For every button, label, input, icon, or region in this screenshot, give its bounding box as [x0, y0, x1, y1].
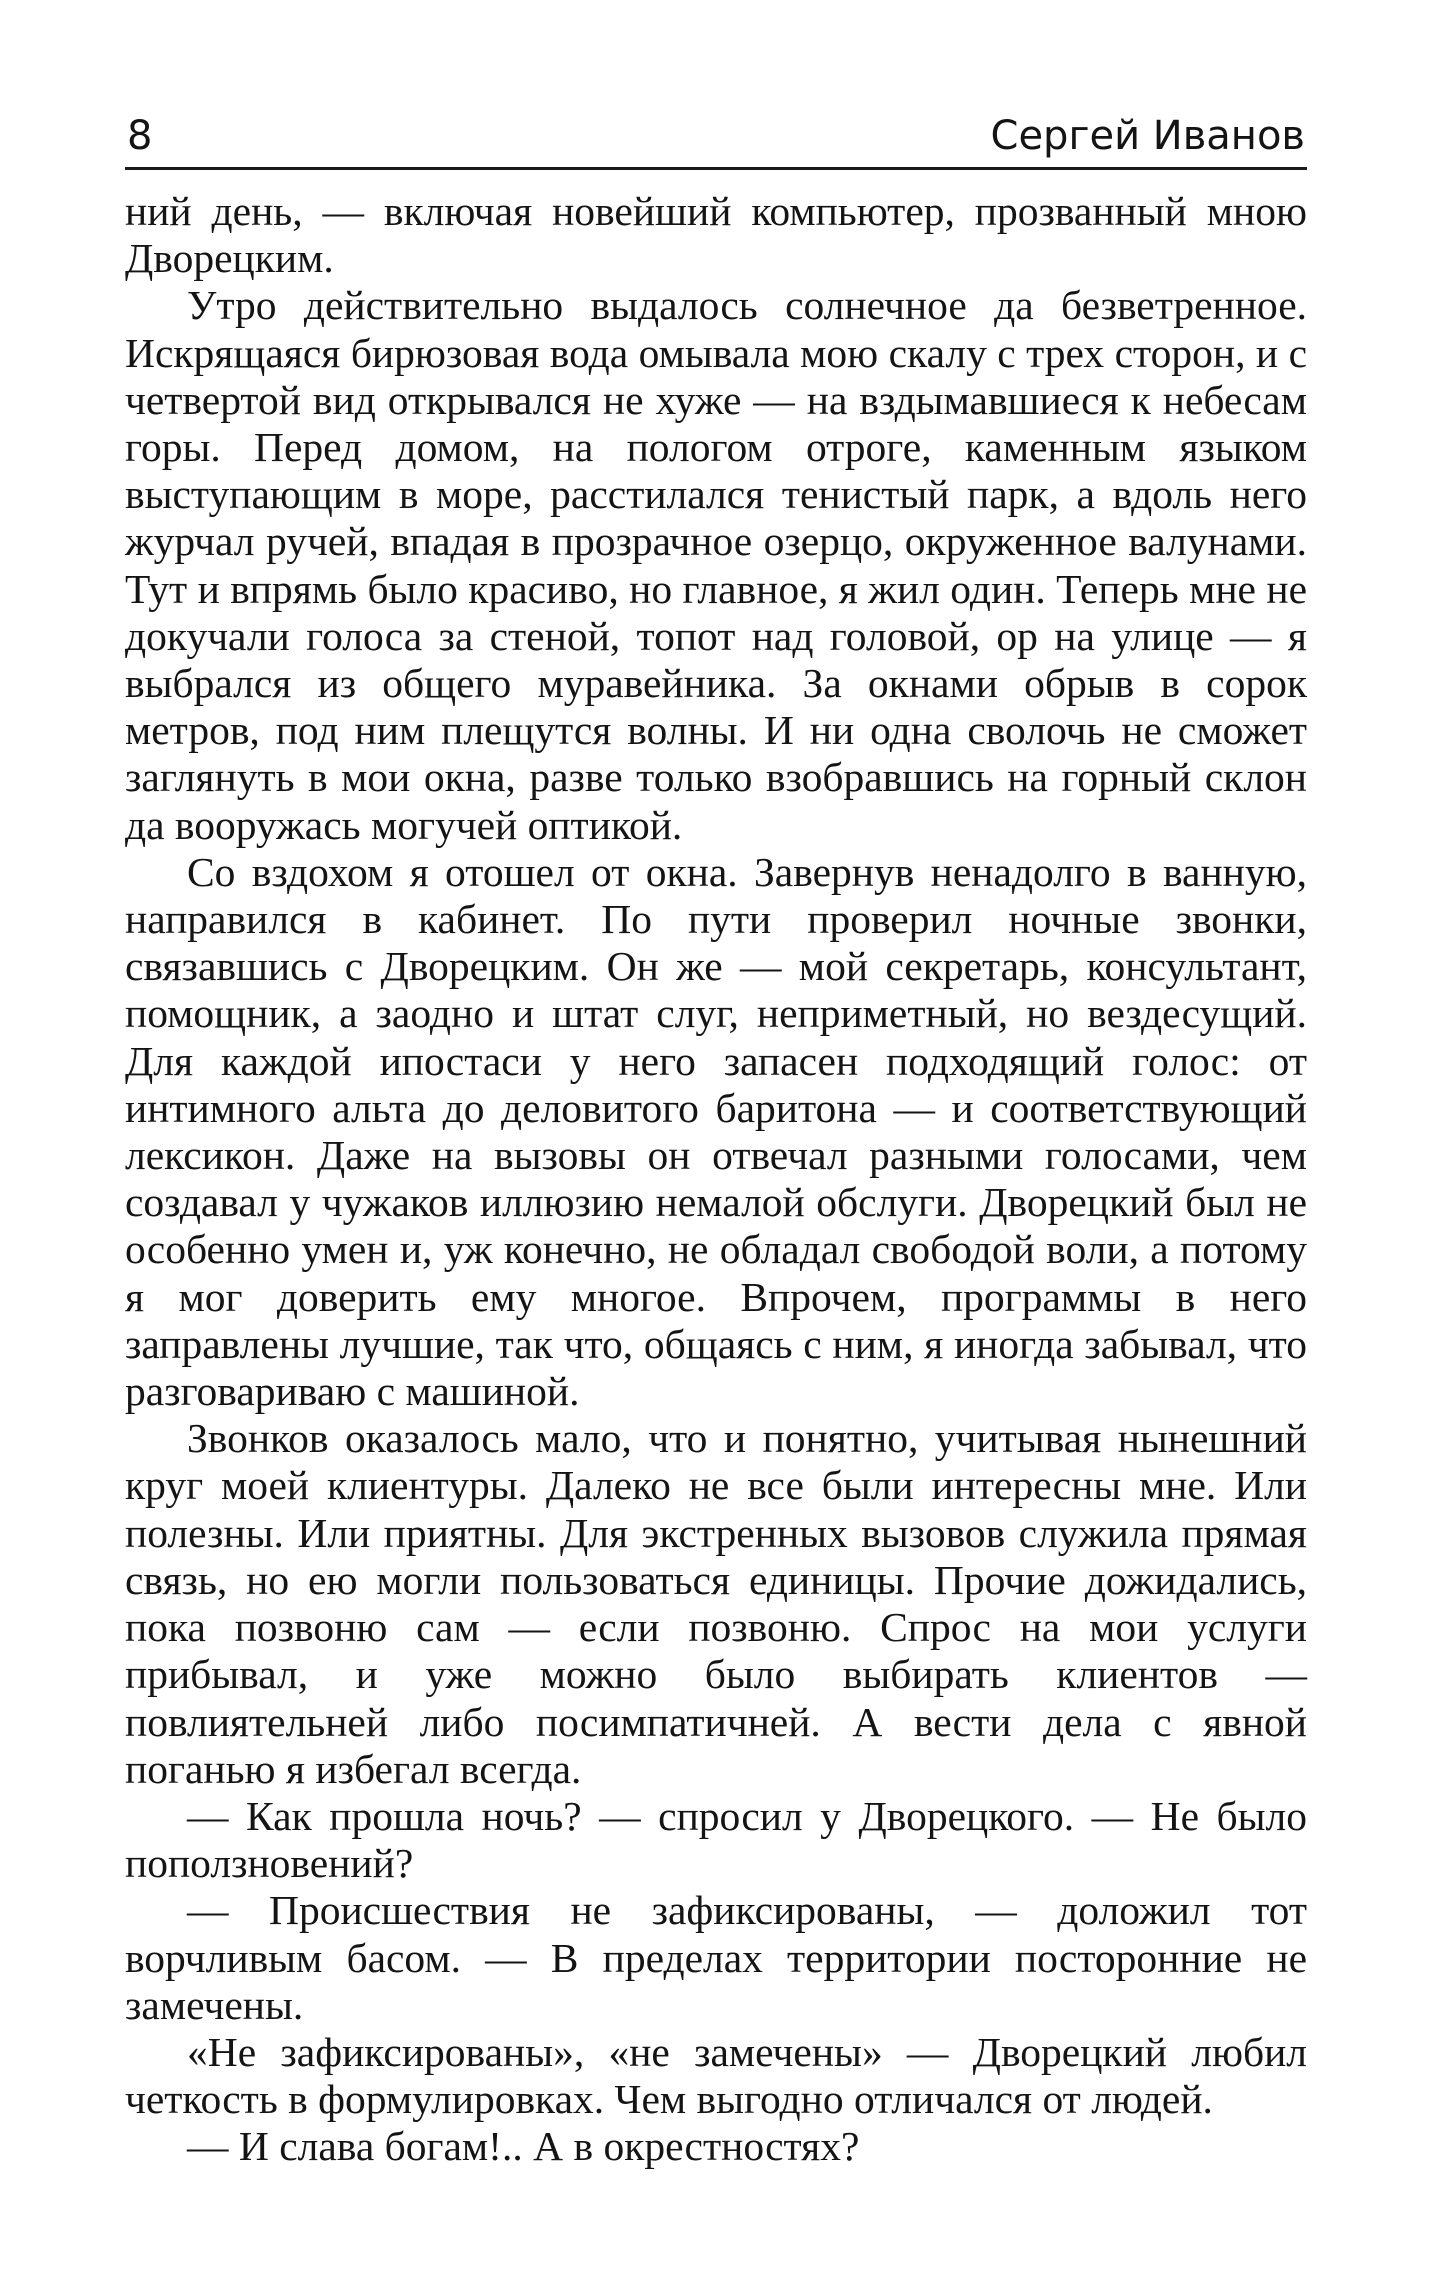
- paragraph: Звонков оказалось мало, что и понятно, учитывая нынешний круг моей клиентуры. Далеко не все были интересны мне. Или полезны. Или приятны. Для экстренных вызовов служила прямая связь, но ею могли пользоваться единицы. Прочие дожидались, пока позвоню сам — если позвоню. Спрос на мои услуги прибывал, и уже можно было выбирать клиентов — повлиятельней либо посимпатичней. А вести дела с явной поганью я избегал всегда.: [125, 1415, 1307, 1792]
- paragraph: «Не зафиксированы», «не замечены» — Дворецкий любил четкость в формулировках. Чем выгодно отличался от людей.: [125, 2028, 1307, 2123]
- dialogue-line: — Как прошла ночь? — спросил у Дворецкого. — Не было поползновений?: [125, 1792, 1307, 1887]
- running-header: [125, 105, 1307, 170]
- author-name: Сергей Иванов: [990, 113, 1305, 159]
- body-text: [125, 188, 1307, 2171]
- dialogue-line: — И слава богам!.. А в окрестностях?: [187, 2123, 860, 2170]
- dialogue-line: — Происшествия не зафиксированы, — доложил тот ворчливым басом. — В пределах территории посторонние не замечены.: [125, 1887, 1307, 2028]
- paragraph: Со вздохом я отошел от окна. Завернув ненадолго в ванную, направился в кабинет. По пути проверил ночные звонки, связавшись с Дворецким. Он же — мой секретарь, консультант, помощник, а заодно и штат слуг, неприметный, но вездесущий. Для каждой ипостаси у него запасен подходящий голос: от интимного альта до деловитого баритона — и соответствующий лексикон. Даже на вызовы он отвечал разными голосами, чем создавал у чужаков иллюзию немалой обслуги. Дворецкий был не особенно умен и, уж конечно, не обладал свободой воли, а потому я мог доверить ему многое. Впрочем, программы в него заправлены лучшие, так что, общаясь с ним, я иногда забывал, что разговариваю с машиной.: [125, 848, 1307, 1415]
- page-number: 8: [127, 113, 153, 159]
- paragraph-continuation: ний день, — включая новейший компьютер, прозванный мною Дворецким.: [125, 188, 1307, 282]
- paragraph: Утро действительно выдалось солнечное да безветренное. Искрящаяся бирюзовая вода омывала мою скалу с трех сторон, и с четвертой вид открывался не хуже — на вздымавшиеся к небесам горы. Перед домом, на пологом отроге, каменным языком выступающим в море, расстилался тенистый парк, а вдоль него журчал ручей, впадая в прозрачное озерцо, окруженное валунами. Тут и впрямь было красиво, но главное, я жил один. Теперь мне не докучали голоса за стеной, топот над головой, ор на улице — я выбрался из общего муравейника. За окнами обрыв в сорок метров, под ним плещутся волны. И ни одна сволочь не сможет заглянуть в мои окна, разве только взобравшись на горный склон да вооружась могучей оптикой.: [125, 282, 1307, 848]
